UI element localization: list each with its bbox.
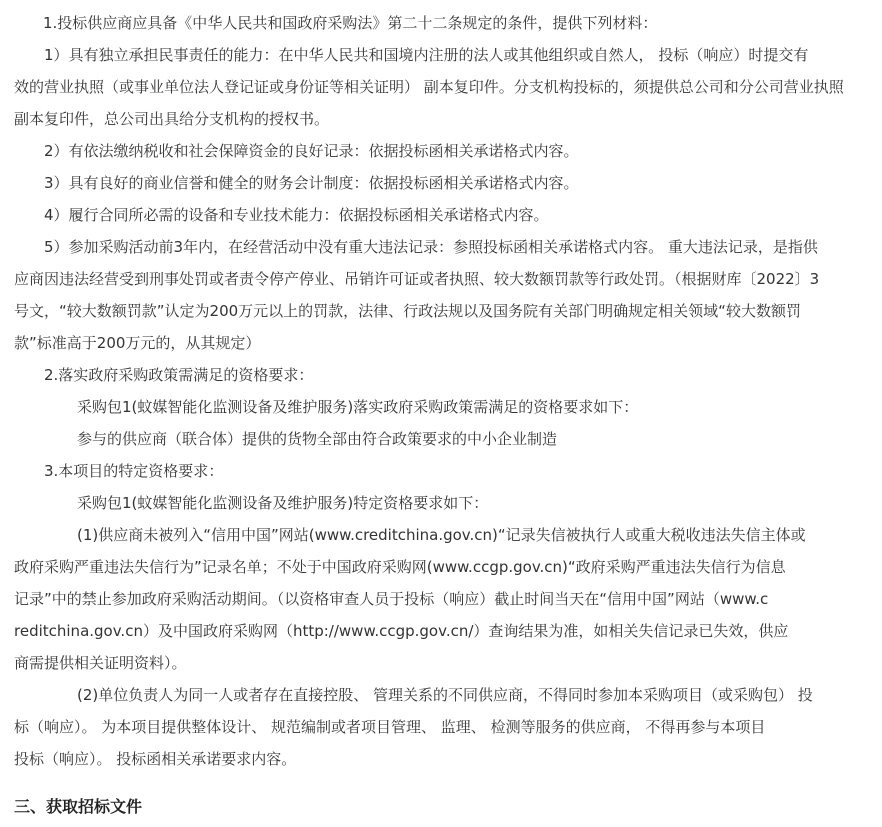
text-line: 记录”中的禁止参加政府采购活动期间。（以资格审查人员于投标（响应）截止时间当天在“信用中国”网站（www.c [14, 590, 769, 608]
requirement-1-item-5 [14, 231, 882, 359]
text-line: 标（响应）。 为本项目提供整体设计、 规范编制或者项目管理、 监理、 检测等服务的供应商， 不得再参与本项目 [14, 718, 766, 736]
text-line: reditchina.gov.cn）及中国政府采购网（http://www.ccgp.gov.cn/）查询结果为准，如相关失信记录已失效，供应 [14, 622, 789, 640]
requirement-1-item-1 [14, 39, 882, 135]
text-line: 4）履行合同所必需的设备和专业技术能力：依据投标函相关承诺格式内容。 [44, 206, 549, 224]
text-line: 2.落实政府采购政策需满足的资格要求： [44, 366, 314, 384]
text-line: (1)供应商未被列入“信用中国”网站(www.creditchina.gov.cn)“记录失信被执行人或重大税收违法失信主体或 [77, 526, 806, 544]
requirement-2-detail [77, 423, 882, 455]
requirement-3-title [44, 455, 882, 487]
requirement-2-title [44, 359, 882, 391]
requirement-1-item-4 [44, 199, 882, 231]
requirement-1-item-3 [44, 167, 882, 199]
text-line: 政府采购严重违法失信行为”记录名单；不处于中国政府采购网(www.ccgp.gov.cn)“政府采购严重违法失信行为信息 [14, 558, 786, 576]
section-heading: 三、获取招标文件 [14, 797, 143, 816]
text-line: 3.本项目的特定资格要求： [44, 462, 224, 480]
requirement-3-item-1 [14, 519, 882, 679]
text-line: 5）参加采购活动前3年内，在经营活动中没有重大违法记录：参照投标函相关承诺格式内容。 重大违法记录，是指供 [44, 238, 818, 256]
text-line: 效的营业执照（或事业单位法人登记证或身份证等相关证明） 副本复印件。分支机构投标的，须提供总公司和分公司营业执照 [14, 78, 844, 96]
text-line: 副本复印件，总公司出具给分支机构的授权书。 [14, 110, 330, 128]
text-line: 1.投标供应商应具备《中华人民共和国政府采购法》第二十二条规定的条件，提供下列材料： [43, 14, 658, 32]
requirement-2-package [77, 391, 882, 423]
text-line: 1）具有独立承担民事责任的能力：在中华人民共和国境内注册的法人或其他组织或自然人， 投标（响应）时提交有 [44, 46, 809, 64]
text-line: 商需提供相关证明资料）。 [14, 654, 187, 672]
requirement-3-package [77, 487, 882, 519]
text-line: (2)单位负责人为同一人或者存在直接控股、 管理关系的不同供应商，不得同时参加本采购项目（或采购包） 投 [77, 686, 813, 704]
text-line: 采购包1(蚊媒智能化监测设备及维护服务)特定资格要求如下： [77, 494, 489, 512]
requirement-1-item-2 [44, 135, 882, 167]
text-line: 款”标准高于200万元的，从其规定） [14, 334, 261, 352]
requirement-3-item-2 [14, 679, 882, 775]
text-line: 2）有依法缴纳税收和社会保障资金的良好记录：依据投标函相关承诺格式内容。 [44, 142, 579, 160]
text-line: 应商因违法经营受到刑事处罚或者责令停产停业、吊销许可证或者执照、较大数额罚款等行政处罚。（根据财库〔2022〕3 [14, 270, 820, 288]
text-line: 号文，“较大数额罚款”认定为200万元以上的罚款，法律、行政法规以及国务院有关部门明确规定相关领域“较大数额罚 [14, 302, 801, 320]
text-line: 3）具有良好的商业信誉和健全的财务会计制度：依据投标函相关承诺格式内容。 [44, 174, 579, 192]
text-line: 采购包1(蚊媒智能化监测设备及维护服务)落实政府采购政策需满足的资格要求如下： [77, 398, 639, 416]
requirement-1-intro [43, 7, 882, 39]
text-line: 投标（响应）。 投标函相关承诺要求内容。 [14, 750, 297, 768]
text-line: 参与的供应商（联合体）提供的货物全部由符合政策要求的中小企业制造 [77, 430, 558, 448]
